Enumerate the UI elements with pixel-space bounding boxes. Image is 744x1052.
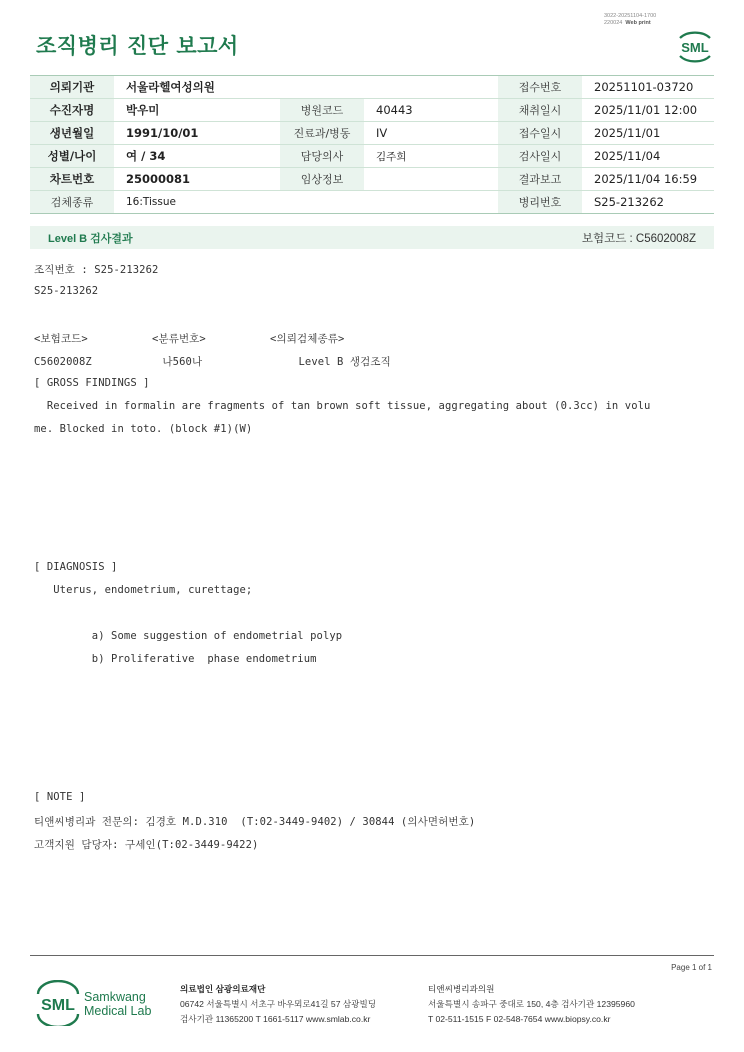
info-label: 접수번호 — [498, 76, 582, 99]
info-label: 채취일시 — [498, 99, 582, 122]
footer-logo-name2: Medical Lab — [84, 1004, 152, 1018]
info-label: 차트번호 — [30, 168, 114, 191]
hospital-code-value: 40443 — [364, 99, 498, 122]
report-line: [ DIAGNOSIS ] — [34, 561, 118, 573]
print-meta-line1: 3022-20251104-1700 — [604, 13, 657, 19]
footer-logo-name1: Samkwang — [84, 990, 146, 1004]
info-row — [30, 99, 714, 122]
info-label: 병원코드 — [280, 99, 364, 122]
sml-logo-text: SML — [681, 40, 709, 55]
report-line: 티앤씨병리과 전문의: 김경호 M.D.310 (T:02-3449-9402) / 30844 (의사면허번호) — [34, 816, 476, 828]
pathology-number-value: S25-213262 — [582, 191, 714, 214]
receipt-number-value: 20251101-03720 — [582, 76, 714, 99]
page-number: Page 1 of 1 — [671, 963, 712, 972]
info-row — [30, 168, 714, 191]
footer-foundation-contact: 검사기관 11365200 T 1661-5117 www.smlab.co.kr — [180, 1014, 371, 1024]
samkwang-logo-icon — [34, 980, 184, 1026]
footer-logo-mark: SML — [41, 997, 75, 1014]
print-meta-code: 220024 — [604, 19, 623, 26]
report-line: [ GROSS FINDINGS ] — [34, 377, 150, 389]
info-label: 검체종류 — [30, 191, 114, 214]
print-meta — [604, 13, 656, 26]
report-line: 조직번호 : S25-213262 — [34, 264, 159, 276]
report-title: 조직병리 진단 보고서 — [36, 34, 239, 58]
info-label: 임상정보 — [280, 168, 364, 191]
print-meta-label: Web print — [625, 19, 651, 26]
info-label: 생년월일 — [30, 122, 114, 145]
footer-divider — [30, 955, 714, 956]
info-row — [30, 191, 714, 214]
chart-number-value: 25000081 — [114, 168, 280, 191]
info-label: 담당의사 — [280, 145, 364, 168]
clinical-info-value — [364, 168, 498, 191]
report-line: me. Blocked in toto. (block #1)(W) — [34, 423, 253, 435]
info-label: 진료과/병동 — [280, 122, 364, 145]
footer-clinic-info — [428, 982, 635, 1027]
info-label: 수진자명 — [30, 99, 114, 122]
footer-clinic-address: 서울특별시 송파구 중대로 150, 4층 검사기관 12395960 — [428, 999, 635, 1009]
receipt-date-value: 2025/11/01 — [582, 122, 714, 145]
info-label: 결과보고 — [498, 168, 582, 191]
sml-logo-icon — [674, 28, 716, 64]
footer-foundation-name: 의료법인 삼광의료재단 — [180, 984, 266, 994]
patient-name-value: 박우미 — [114, 99, 280, 122]
footer-foundation-info — [180, 982, 376, 1027]
section-title: Level B 검사결과 — [48, 233, 133, 245]
specimen-type-value: 16:Tissue — [114, 191, 498, 214]
info-label: 성별/나이 — [30, 145, 114, 168]
doctor-value: 김주희 — [364, 145, 498, 168]
info-label: 의뢰기관 — [30, 76, 114, 99]
footer-clinic-name: 티앤씨병리과의원 — [428, 984, 495, 994]
department-value: IV — [364, 122, 498, 145]
patient-info-table — [30, 75, 714, 214]
report-line: a) Some suggestion of endometrial polyp — [34, 630, 343, 642]
collection-datetime-value: 2025/11/01 12:00 — [582, 99, 714, 122]
info-label: 검사일시 — [498, 145, 582, 168]
insurance-code: 보험코드 : C5602008Z — [581, 233, 696, 245]
footer-foundation-address: 06742 서울특별시 서초구 바우뫼로41길 57 삼광빌딩 — [180, 999, 377, 1009]
report-line: <보험코드> <분류번호> <의뢰검체종류> — [34, 333, 345, 345]
report-line: [ NOTE ] — [34, 791, 86, 803]
info-label: 접수일시 — [498, 122, 582, 145]
report-line: S25-213262 — [34, 285, 99, 297]
birth-date-value: 1991/10/01 — [114, 122, 280, 145]
info-row — [30, 122, 714, 145]
report-line: Uterus, endometrium, curettage; — [34, 584, 253, 596]
report-line: b) Proliferative phase endometrium — [34, 653, 317, 665]
report-line: 고객지원 담당자: 구세인(T:02-3449-9422) — [34, 839, 259, 851]
requesting-institution-value: 서울라헬여성의원 — [114, 76, 498, 99]
info-row — [30, 76, 714, 99]
footer-clinic-contact: T 02-511-1515 F 02-548-7654 www.biopsy.co.kr — [428, 1014, 611, 1024]
result-report-value: 2025/11/04 16:59 — [582, 168, 714, 191]
info-label: 병리번호 — [498, 191, 582, 214]
report-line: C5602008Z 나560나 Level B 생검조직 — [34, 356, 391, 368]
report-line: Received in formalin are fragments of tan brown soft tissue, aggregating about (0.3cc) in volu — [34, 400, 651, 412]
sex-age-value: 여 / 34 — [114, 145, 280, 168]
exam-date-value: 2025/11/04 — [582, 145, 714, 168]
info-row — [30, 145, 714, 168]
